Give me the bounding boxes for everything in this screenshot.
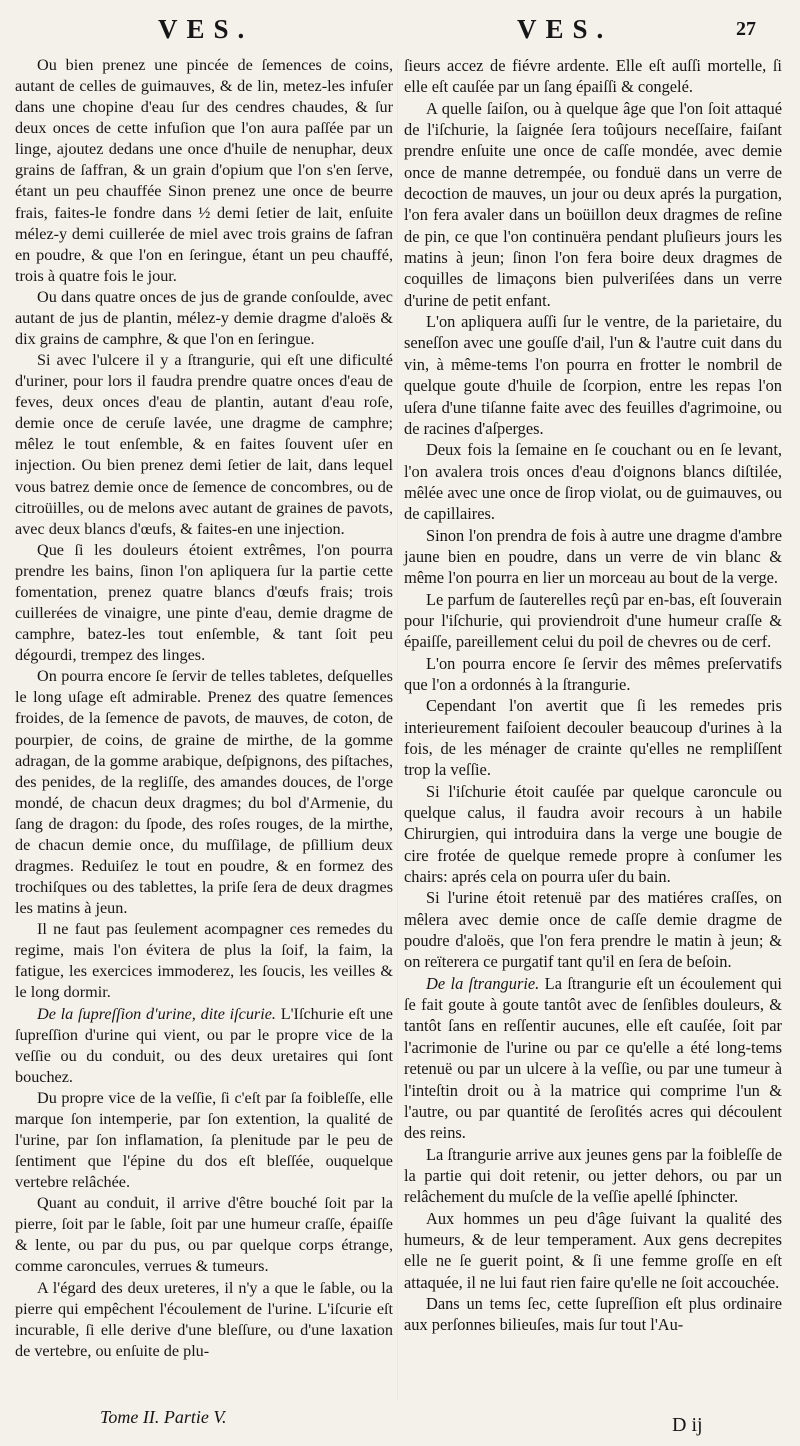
paragraph: Le parfum de ſauterelles reçû par en-bas, eſt ſouverain pour l'iſchurie, qui proviendroit d'une humeur craſſe & épaiſſe, pareillement celui du poil de chevres ou de cerf. — [404, 589, 782, 652]
right-column — [404, 55, 782, 1336]
paragraph: Ou dans quatre onces de jus de grande conſoulde, avec autant de jus de plantin, mélez-y demie dragme d'aloës & dix grains de camphre, & que l'on en ſeringue. — [15, 287, 393, 349]
paragraph: L'on apliquera auſſi ſur le ventre, de la parietaire, du seneſſon avec une gouſſe d'ail, l'un & l'autre cuit dans du vin, à même-tems l'on pourra en frotter le nombril de quelque goute d'huile de ſcorpion, entre les repas l'on uſera d'une tiſanne faite avec des feuilles d'agrimoine, ou de racines d'aſperges. — [404, 312, 782, 438]
section-title-strangurie: De la ſtrangurie. — [426, 973, 540, 993]
continued-paragraph: ſieurs accez de fiévre ardente. Elle eſt auſſi mortelle, ſi elle eſt cauſée par un ſang épaiſſi & congelé. — [404, 56, 782, 97]
section-lead-text: L'Iſchurie eſt une ſupreſſion d'urine qui vient, ou par le propre vice de la veſſie ou du conduit, ou des deux uretaires qui ſont bouchez. — [15, 1004, 393, 1086]
paragraph: Aux hommes un peu d'âge ſuivant la qualité des humeurs, & de leur temperament. Aux gens decrepites elle ne ſe guerit point, & ſi une femme groſſe en eſt attaquée, il ne lui faut rien faire qu'elle ne ſoit accouchée. — [404, 1208, 782, 1292]
running-head-right: VES. — [517, 14, 613, 44]
section-paragraph — [15, 1004, 393, 1088]
section-lead-text: La ſtrangurie eſt un écoulement qui ſe fait goute à goute tantôt avec de ſenſibles douleurs, & tantôt ſans en reſſentir aucunes, elle eſt cauſée, ſoit par l'acrimonie de l'urine ou par ce qu'elle a été long-tems retenuë ou par un ulcere à la veſſie, ou par une tumeur à l'inteſtin droit ou à la matrice qui comprime l'un & l'autre, ou par quantité de ſeroſités acres qui découlent des reins. — [404, 973, 782, 1143]
paragraph: Il ne faut pas ſeulement acompagner ces remedes du regime, mais l'on évitera de plus la ſoif, la faim, la fatigue, les exercices immoderez, les ſoucis, les veilles & le long dormir. — [15, 920, 393, 1002]
paragraph: A l'égard des deux ureteres, il n'y a que le ſable, ou la pierre qui empêchent l'écoulement de l'urine. L'iſcurie eſt incurable, ſi elle derive d'une bleſſure, ou d'une laxation de vertebre, ou enſuite de plu- — [15, 1278, 393, 1360]
paragraph: Cependant l'on avertit que ſi les remedes pris interieurement faiſoient decouler beaucoup d'urines à la fois, de les ménager de crainte qu'elles ne rempliſſent trop la veſſie. — [404, 696, 782, 780]
paragraph: L'on pourra encore ſe ſervir des mêmes preſervatifs que l'on a ordonnés à la ſtrangurie. — [404, 653, 782, 694]
paragraph: Ou bien prenez une pincée de ſemences de coins, autant de celles de guimauves, & de lin, metez-les infuſer dans une chopine d'eau ſur des cendres chaudes, & ſur deux onces de cette infuſion que l'on aura paſſée par un linge, ajoutez dedans une once d'huile de nenuphar, deux grains de ſaffran, & un grain d'opium que l'on s'en ſerve, étant un peu chauffée Sinon prenez une once de beurre frais, faites-le fondre dans ½ demi ſetier de lait, enſuite mélez-y demi cuillerée de miel avec trois grains de ſafran en poudre, & que l'on en ſeringue, étant un peu chauffé, trois à quatre fois le jour. — [15, 56, 393, 285]
paragraph: Que ſi les douleurs étoient extrêmes, l'on pourra prendre les bains, ſinon l'on apliquera ſur la partie cette fomentation, prenez quatre blancs d'œufs frais; trois cuillerées de vinaigre, une pinte d'eau, demie dragme de camphre, batez-les tout enſemble, & tant ſoit peu dégourdi, trempez des linges. — [15, 540, 393, 665]
section-paragraph — [404, 973, 782, 1144]
paragraph: Deux fois la ſemaine en ſe couchant ou en ſe levant, l'on avalera trois onces d'eau d'oignons blancs diſtilée, mêlée avec une once de ſirop violat, ou de guimauves, ou de capillaires. — [404, 440, 782, 524]
signature-mark: D ij — [672, 1414, 703, 1436]
paragraph: A quelle ſaiſon, ou à quelque âge que l'on ſoit attaqué de l'iſchurie, la ſaignée ſera toûjours neceſſaire, faiſant prendre enſuite une once de caſſe mondée, avec demie once de manne detrempée, ou fonduë dans un verre de decoction de mauves, un jour ou deux aprés la purgation, l'on fera avaler dans un boüillon deux dragmes de reſine de pin, ce que l'on continuëra pendant pluſieurs jours les matins à jeun; ſinon l'on fera boire deux dragmes de coquilles de limaçons bien pulveriſées dans un verre d'urine de petit enfant. — [404, 98, 782, 310]
page-number: 27 — [736, 18, 756, 40]
running-head-left: VES. — [158, 14, 254, 44]
paragraph: Si l'iſchurie étoit cauſée par quelque caroncule ou quelque calus, il faudra avoir recours à un habile Chirurgien, qui introduira dans la verge une bougie de cire frotée de quelque remede propre à conſumer les chairs: aprés cela on pourra uſer du bain. — [404, 781, 782, 887]
paragraph: Quant au conduit, il arrive d'être bouché ſoit par la pierre, ſoit par le ſable, ſoit par une humeur craſſe, épaiſſe & lente, ou par du pus, ou par quelque corps étrange, comme caroncules, verrues & tumeurs. — [15, 1194, 393, 1276]
footer-volume: Tome II. Partie V. — [100, 1407, 227, 1427]
section-title-ischurie: De la ſupreſſion d'urine, dite iſcurie. — [37, 1004, 276, 1023]
column-gutter — [397, 60, 398, 1400]
paragraph: Si avec l'ulcere il y a ſtrangurie, qui eſt une dificulté d'uriner, pour lors il faudra prendre quatre onces d'eau de feves, deux onces d'eau de plantin, autant d'eau roſe, demie once de ceruſe lavée, une dragme de camphre; mêlez le tout enſemble, & en faites ſouvent uſer en injection. Ou bien prenez demi ſetier de lait, dans lequel vous batrez demie once de ſemence de concombres, ou de citroüilles, ou de melons avec autant de graines de pavots, avec deux blancs d'œufs, & faites-en une injection. — [15, 351, 393, 538]
paragraph: Si l'urine étoit retenuë par des matiéres craſſes, on mêlera avec demie once de caſſe demie dragme de poudre d'aloës, que l'on fera prendre le matin à jeun; & on reïterera ce purgatif tant qu'il en ſera de beſoin. — [404, 888, 782, 972]
paragraph: Dans un tems ſec, cette ſupreſſion eſt plus ordinaire aux perſonnes bilieuſes, mais ſur tout l'Au- — [404, 1293, 782, 1335]
paragraph: Sinon l'on prendra de fois à autre une dragme d'ambre jaune bien en poudre, dans un verre de vin blanc & même l'on pourra en lier un morceau au bout de la verge. — [404, 525, 782, 588]
paragraph: La ſtrangurie arrive aux jeunes gens par la foibleſſe de la partie qui doit retenir, ou jetter dehors, ou par un relâchement du muſcle de la veſſie apellé ſphincter. — [404, 1144, 782, 1207]
left-column — [15, 55, 393, 1362]
paragraph: Du propre vice de la veſſie, ſi c'eſt par ſa foibleſſe, elle marque ſon intemperie, par ſon extention, la qualité de l'urine, par ſon inflamation, ſa plenitude par le peu de ſentiment que l'épine du dos eſt bleſſée, ouquelque vertebre relâchée. — [15, 1088, 393, 1192]
paragraph: On pourra encore ſe ſervir de telles tabletes, deſquelles le long uſage eſt admirable. Prenez des quatre ſemences froides, de la ſemence de pavots, de mauves, de coton, de pourpier, de coins, de graine de mirthe, de la gomme adragan, de la gomme arabique, deſpignons, des piſtaches, des penides, de la regliſſe, des amandes douces, de l'orge mondé, de chacun deux dragmes; du bol d'Armenie, du ſang de dragon: du ſpode, des roſes rouges, de la mirthe, de chacun demie once, du muſſilage, de pſillium deux dragmes. Reduiſez le tout en poudre, & en formez des trochiſques ou des tablettes, la priſe ſera de deux dragmes les matins à jeun. — [15, 667, 393, 918]
